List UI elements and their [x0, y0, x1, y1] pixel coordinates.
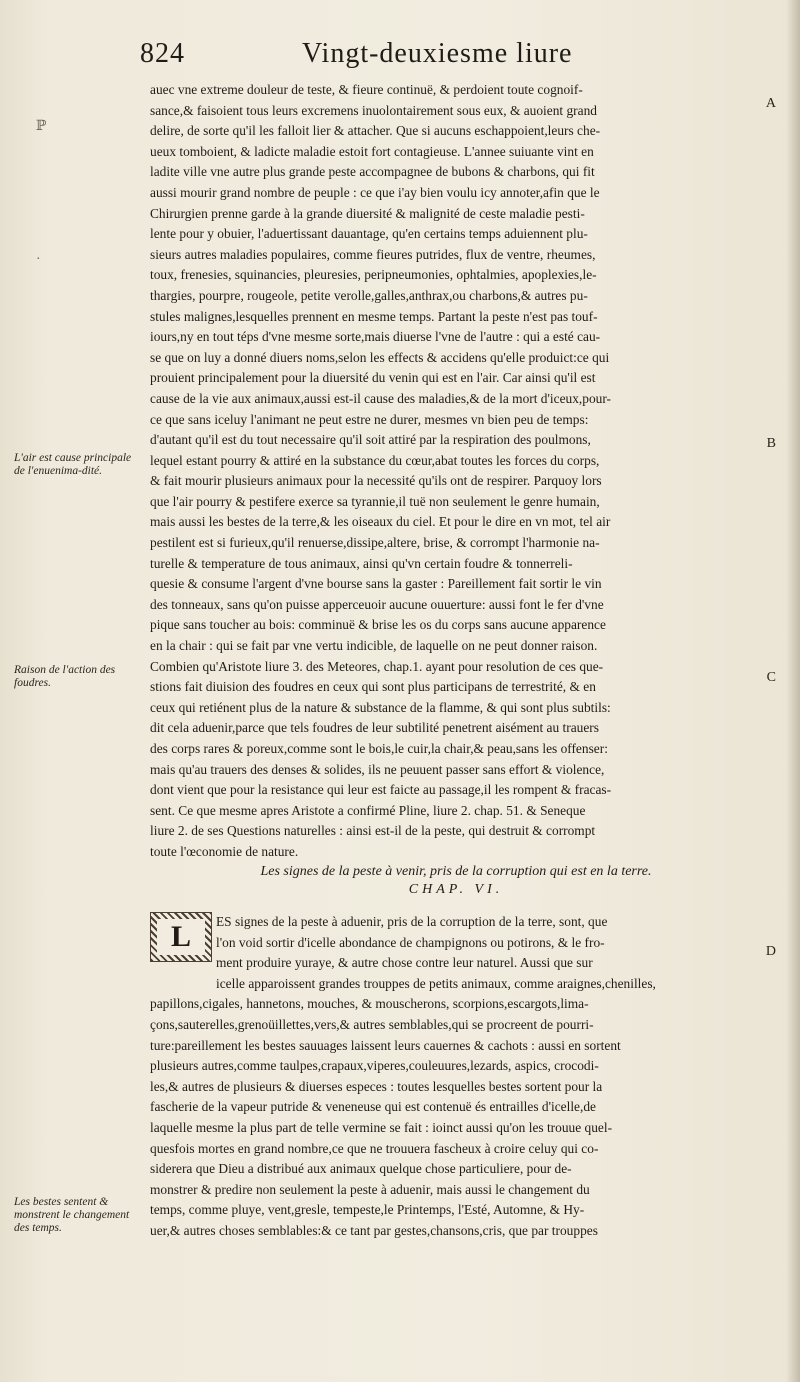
- text-line: sent. Ce que mesme apres Aristote a confirmé Pline, liure 2. chap. 51. & Seneque: [150, 802, 586, 818]
- text-line: dont vient que pour la resistance qui leur est faicte au passage,il les rompent & fracas-: [150, 782, 612, 798]
- text-line: Combien qu'Aristote liure 3. des Meteores, chap.1. ayant pour resolution de ces que-: [150, 658, 604, 674]
- text-line: iours,ny en tout téps d'vne mesme sorte,mais diuerse l'vne de l'autre : qui a esté cau-: [150, 329, 601, 345]
- text-line: laquelle mesme la plus part de telle vermine se fait : ioinct aussi qu'on les trouue quel-: [150, 1119, 613, 1135]
- text-line: les,& autres de plusieurs & diuerses especes : toutes lesquelles bestes sortent pour la: [150, 1078, 603, 1094]
- margin-note-foudres: Raison de l'action des foudres.: [14, 664, 116, 689]
- text-line: lequel estant pourry & attiré en la substance du cœur,abat toutes les forces du corps,: [150, 452, 600, 468]
- text-line: quesfois mortes en grand nombre,ce que ne trouuera fascheux à croire celuy qui co-: [150, 1140, 599, 1156]
- margin-letter-d: D: [765, 944, 776, 959]
- text-line: turelle & temperature de tous animaux, ainsi qu'vn certain foudre & tonnerreli-: [150, 555, 573, 571]
- text-line: ce que sans iceluy l'animant ne peut estre ne durer, mesmes vn bien peu de temps:: [150, 411, 589, 427]
- text-line: des tonneaux, sans qu'on puisse apperceuoir aucune ouuerture: aussi font le fer d'vne: [150, 596, 604, 612]
- text-line: stules malignes,lesquelles prennent en mesme temps. Partant la peste n'est pas touf-: [150, 308, 598, 324]
- page-header: [140, 38, 740, 78]
- text-line: toux, frenesies, squinancies, pleuresies, peripneumonies, ophtalmies, apoplexies,le-: [150, 267, 597, 283]
- margin-letter-b: B: [766, 436, 776, 451]
- text-line: pique sans toucher au bois: comminuë & brise les os du corps sans aucune apparence: [150, 617, 606, 633]
- text-line: papillons,cigales, hannetons, mouches, & mouscherons, scorpions,escargots,lima-: [150, 996, 589, 1012]
- text-line: mais qu'au trauers des denses & solides, ils ne peuuent passer sans effort & violence,: [150, 761, 605, 777]
- text-line: temps, comme pluye, vent,gresle, tempeste,le Printemps, l'Esté, Automne, & Hy-: [150, 1202, 585, 1218]
- page-number: 824: [140, 38, 185, 69]
- text-line: icelle apparoissent grandes trouppes de petits animaux, comme araignes,chenilles,: [216, 975, 656, 991]
- margin-letter-c: C: [766, 670, 776, 685]
- text-line: dit cela aduenir,parce que tels foudres de leur subtilité penetrent aisément au trauers: [150, 720, 599, 736]
- text-line: lente pour y obuier, l'aduertissant dauantage, qu'en certains temps aduiennent plu-: [150, 226, 588, 242]
- margin-note-bestes: Les bestes sentent & monstrent le changement des temps.: [14, 1196, 130, 1234]
- text-line: plusieurs autres,comme taulpes,crapaux,viperes,couleuures,lezards, aspics, crocodi-: [150, 1058, 599, 1074]
- text-line: l'on void sortir d'icelle abondance de champignons ou potirons, & le fro-: [216, 934, 605, 950]
- text-line: siderera que Dieu a distribué aux animaux quelque chose particuliere, pour de-: [150, 1161, 572, 1177]
- margin-letter-a: A: [765, 96, 776, 111]
- text-line: ment produire yuraye, & autre chose contre leur naturel. Aussi que sur: [216, 955, 593, 971]
- text-line: sieurs autres maladies populaires, comme fieures putrides, flux de ventre, rheumes,: [150, 246, 596, 262]
- text-line: çons,sauterelles,grenoüillettes,vers,& autres semblables,qui se procreent de pourri-: [150, 1016, 594, 1032]
- text-line: thargies, pourpre, rougeole, petite verolle,galles,anthrax,ou charbons,& autres pu-: [150, 287, 588, 303]
- text-line: pestilent est si furieux,qu'il renuerse,dissipe,altere, brise, & corrompt l'harmonie na-: [150, 535, 600, 551]
- text-line: des corps rares & poreux,comme sont le bois,le cuir,la chair,& peau,sans les offenser:: [150, 741, 608, 756]
- text-line: que l'air pourry & pestifere exerce sa tyrannie,il tuë non seulement le genre humain,: [150, 493, 600, 509]
- text-line: mais aussi les bestes de la terre,& les oiseaux du ciel. Et pour le dire en vn mot, tel air: [150, 514, 611, 530]
- text-line: sance,& faisoient tous leurs excremens inuolontairement sous eux, & auoient grand: [150, 102, 597, 118]
- body-text: [150, 80, 762, 863]
- text-line: prouient principalement pour la diuersité du venin qui est en l'air. Car ainsi qu'il est: [150, 370, 596, 386]
- text-line: liure 2. de ses Questions naturelles : ainsi est-il de la peste, qui destruit & corrompt: [150, 823, 596, 839]
- margin-note-air: L'air est cause principale de l'enuenima-dité.: [14, 452, 132, 477]
- text-line: quesie & consume l'argent d'vne bourse sans la gaster : Pareillement fait sortir le vin: [150, 576, 602, 592]
- text-line: cause de la vie aux animaux,aussi est-il cause des maladies,& de la mort d'iceux,pour-: [150, 390, 611, 406]
- text-line: fascherie de la vapeur putride & veneneuse qui est contenuë és entrailles d'icelle,de: [150, 1099, 596, 1115]
- chapter-label: CHAP. VI.: [408, 882, 504, 897]
- text-line: en la chair : qui se fait par vne vertu indicible, de laquelle on ne peut donner raison.: [150, 638, 598, 654]
- text-line: uer,& autres choses semblables:& ce tant par gestes,chansons,cris, que par trouppes: [150, 1222, 598, 1238]
- text-line: aussi mourir grand nombre de peuple : ce que i'ay bien voulu icy annoter,afin que le: [150, 184, 600, 200]
- text-line: ture:pareillement les bestes sauuages laissent leurs cauernes & cachots : aussi en sortent: [150, 1037, 621, 1053]
- page-edge-shadow: [786, 0, 800, 1382]
- text-line: ueux tomboient, & ladicte maladie estoit fort contagieuse. L'annee suiuante vint en: [150, 143, 594, 159]
- bleed-through-mark: ·: [36, 252, 41, 267]
- text-line: se que on luy a donné diuers noms,selon les effects & accidens qu'elle produict:ce qui: [150, 349, 610, 365]
- text-line: stions fait diuision des foudres en ceux qui sont plus participans de terrestrité, & en: [150, 679, 596, 695]
- text-line: monstrer & predire non seulement la peste à aduenir, mais aussi le changement du: [150, 1181, 590, 1197]
- text-line: Chirurgien prenne garde à la grande diuersité & malignité de ceste maladie pesti-: [150, 205, 585, 221]
- text-line: ladite ville vne autre plus grande peste accompagnee de bubons & charbons, qui fit: [150, 164, 595, 180]
- text-line: toute l'œconomie de nature.: [150, 843, 299, 859]
- text-line: auec vne extreme douleur de teste, & fieure continuë, & perdoient toute cognoif-: [150, 82, 583, 97]
- chapter-text: [150, 912, 762, 1242]
- chapter-title: Les signes de la peste à venir, pris de la corruption qui est en la terre.: [260, 864, 652, 879]
- text-line: d'autant qu'il est du tout necessaire qu'il soit attiré par la respiration des poulmons,: [150, 432, 591, 448]
- text-line: & fait mourir plusieurs animaux pour la necessité qu'ils ont de respirer. Parquoy lors: [150, 473, 602, 489]
- text-line: ES signes de la peste à aduenir, pris de la corruption de la terre, sont, que: [216, 914, 608, 929]
- drop-cap-letter: L: [157, 919, 205, 955]
- drop-cap-space: [150, 912, 216, 974]
- text-line: delire, de sorte qu'il les falloit lier & attacher. Que si aucuns eschappoient,leurs che-: [150, 123, 601, 139]
- bleed-through-mark: ℙ: [36, 119, 47, 134]
- text-line: ceux qui retiénent plus de la nature & substance de la flamme, & qui sont plus subtils:: [150, 699, 611, 715]
- running-title: Vingt-deuxiesme liure: [302, 38, 573, 69]
